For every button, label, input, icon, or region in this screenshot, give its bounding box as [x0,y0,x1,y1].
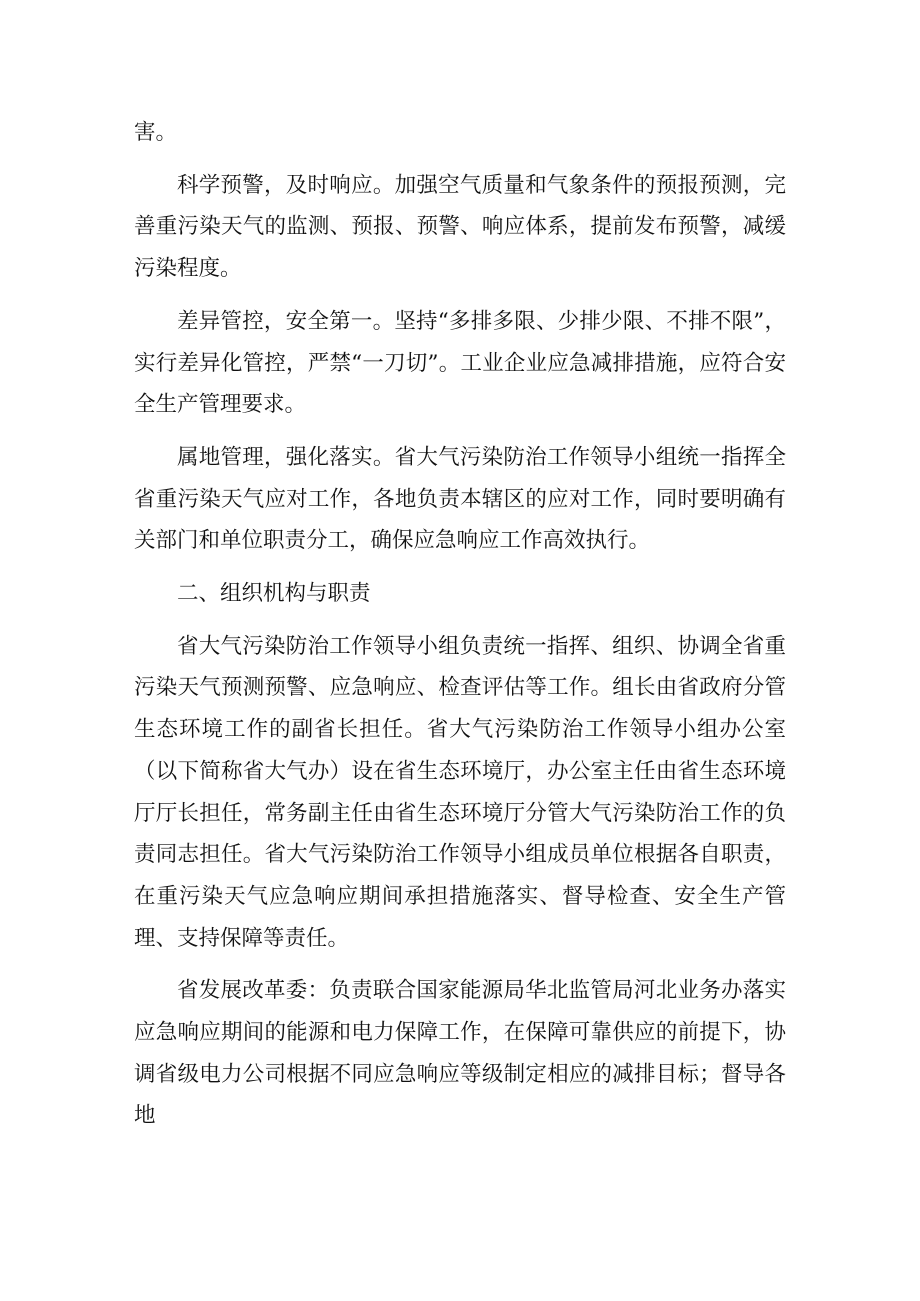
paragraph-leading-group: 省大气污染防治工作领导小组负责统一指挥、组织、协调全省重污染天气预测预警、应急响应、检查评估等工作。组长由省政府分管生态环境工作的副省长担任。省大气污染防治工作领导小组办公室（以下简称省大气办）设在省生态环境厅，办公室主任由省生态环境厅厅长担任，常务副主任由省生态环境厅分管大气污染防治工作的负责同志担任。省大气污染防治工作领导小组成员单位根据各自职责，在重污染天气应急响应期间承担措施落实、督导检查、安全生产管理、支持保障等责任。 [134,633,786,951]
paragraph-differentiated-control: 差异管控，安全第一。坚持“多排多限、少排少限、不排不限”，实行差异化管控，严禁“一刀切”。工业企业应急减排措施，应符合安全生产管理要求。 [134,308,786,418]
paragraph-continuation: 害。 [134,120,178,145]
paragraph-territorial-management: 属地管理，强化落实。省大气污染防治工作领导小组统一指挥全省重污染天气应对工作，各地负责本辖区的应对工作，同时要明确有关部门和单位职责分工，确保应急响应工作高效执行。 [134,444,786,554]
section-heading-organization: 二、组织机构与职责 [177,581,371,607]
document-body [134,112,786,1148]
paragraph-development-reform-commission: 省发展改革委：负责联合国家能源局华北监管局河北业务办落实应急响应期间的能源和电力保障工作，在保障可靠供应的前提下，协调省级电力公司根据不同应急响应等级制定相应的减排目标；督导各地 [134,978,786,1129]
paragraph-scientific-warning: 科学预警，及时响应。加强空气质量和气象条件的预报预测，完善重污染天气的监测、预报、预警、响应体系，提前发布预警，减缓污染程度。 [134,172,786,282]
